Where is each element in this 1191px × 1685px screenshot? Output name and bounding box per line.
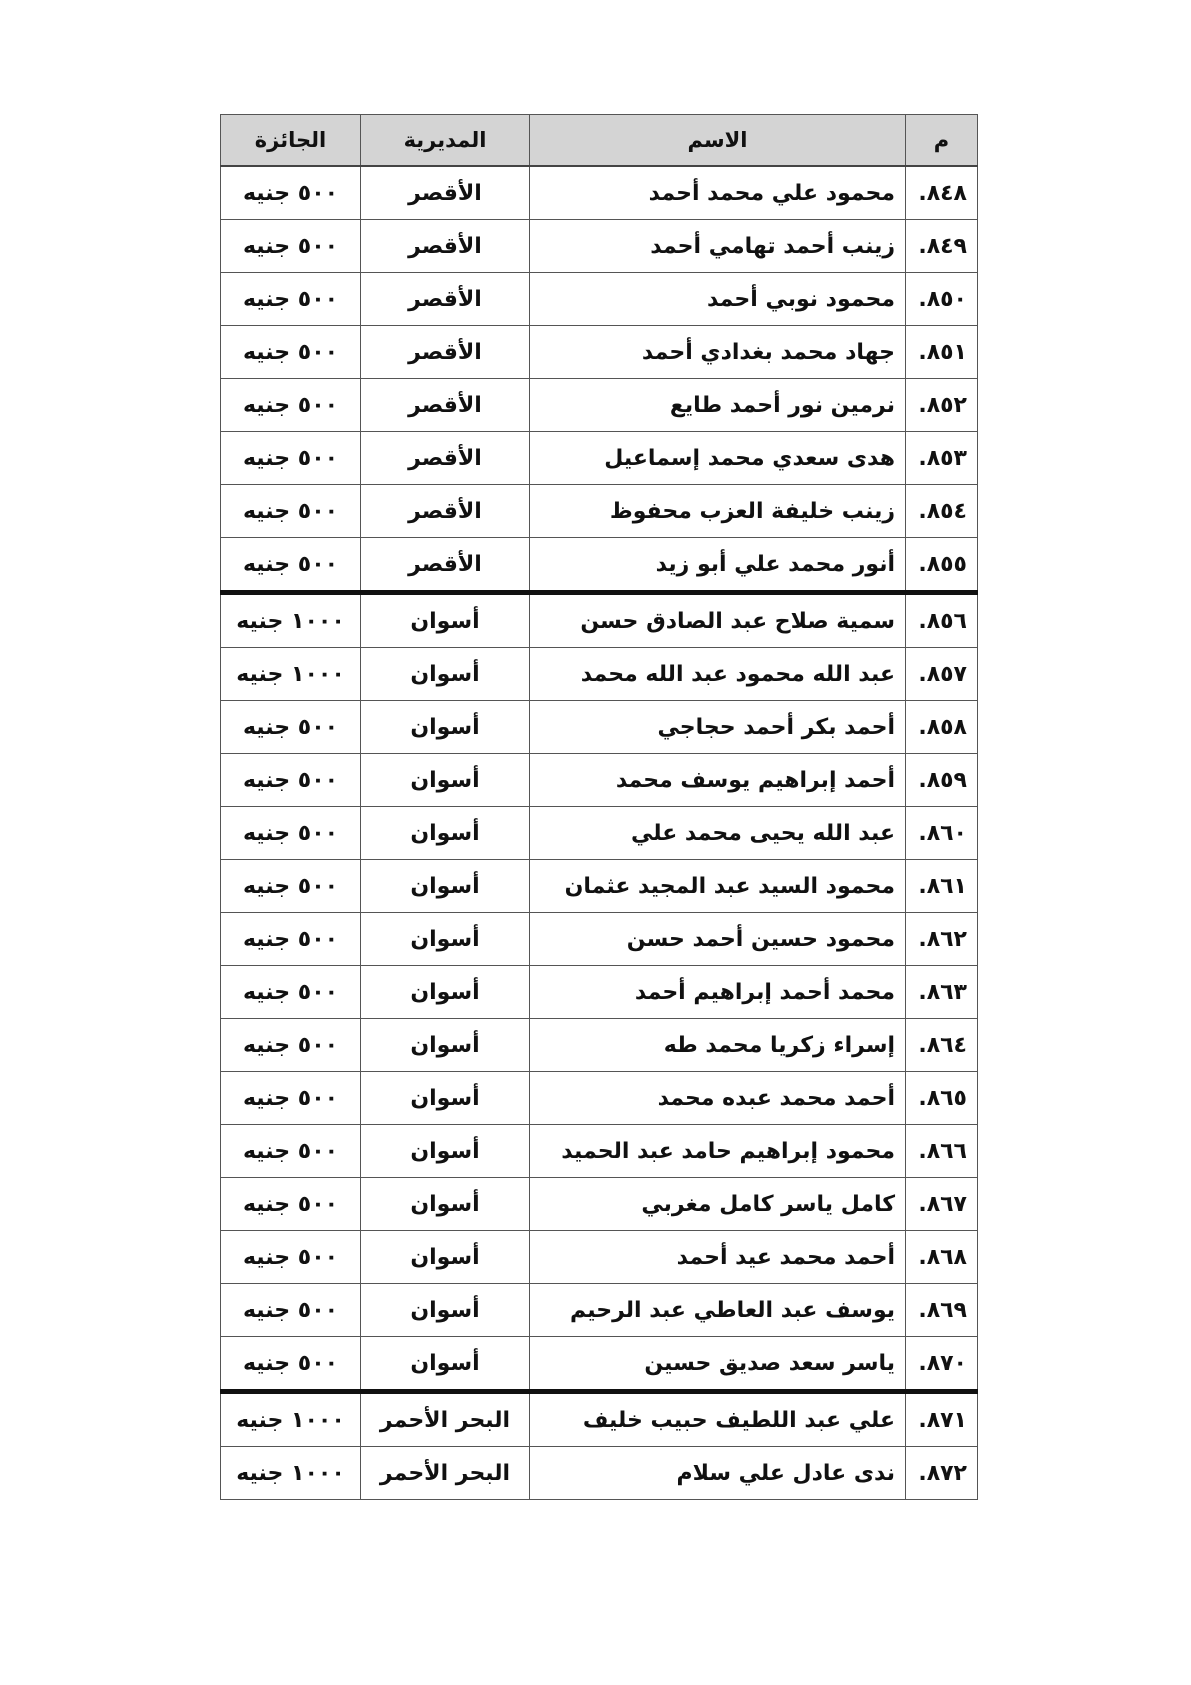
row-number: ٨٤٨. <box>906 166 978 220</box>
row-directorate: أسوان <box>361 966 530 1019</box>
row-prize: ٥٠٠ جنيه <box>221 1019 361 1072</box>
row-directorate: أسوان <box>361 1072 530 1125</box>
row-directorate: أسوان <box>361 1337 530 1392</box>
row-name: نرمين نور أحمد طايع <box>530 379 906 432</box>
row-number: ٨٦١. <box>906 860 978 913</box>
table-row <box>221 379 978 432</box>
row-directorate: البحر الأحمر <box>361 1447 530 1500</box>
row-number: ٨٦٧. <box>906 1178 978 1231</box>
awards-table <box>220 114 978 1500</box>
row-number: ٨٧١. <box>906 1392 978 1447</box>
row-name: محمود السيد عبد المجيد عثمان <box>530 860 906 913</box>
row-number: ٨٥٦. <box>906 593 978 648</box>
row-directorate: الأقصر <box>361 273 530 326</box>
row-prize: ١٠٠٠ جنيه <box>221 648 361 701</box>
row-prize: ٥٠٠ جنيه <box>221 1072 361 1125</box>
header-name: الاسم <box>530 115 906 167</box>
row-directorate: الأقصر <box>361 379 530 432</box>
table-row <box>221 648 978 701</box>
row-name: علي عبد اللطيف حبيب خليف <box>530 1392 906 1447</box>
row-prize: ٥٠٠ جنيه <box>221 913 361 966</box>
table-row <box>221 166 978 220</box>
row-name: ياسر سعد صديق حسين <box>530 1337 906 1392</box>
table-row <box>221 1125 978 1178</box>
row-directorate: أسوان <box>361 913 530 966</box>
row-prize: ٥٠٠ جنيه <box>221 326 361 379</box>
table-row <box>221 754 978 807</box>
row-number: ٨٦٣. <box>906 966 978 1019</box>
row-name: كامل ياسر كامل مغربي <box>530 1178 906 1231</box>
row-directorate: الأقصر <box>361 485 530 538</box>
table-row <box>221 1072 978 1125</box>
row-prize: ٥٠٠ جنيه <box>221 1231 361 1284</box>
row-prize: ٥٠٠ جنيه <box>221 1337 361 1392</box>
row-prize: ٥٠٠ جنيه <box>221 379 361 432</box>
table-row <box>221 1019 978 1072</box>
row-prize: ٥٠٠ جنيه <box>221 220 361 273</box>
row-prize: ٥٠٠ جنيه <box>221 860 361 913</box>
row-number: ٨٦٦. <box>906 1125 978 1178</box>
row-number: ٨٤٩. <box>906 220 978 273</box>
row-prize: ٥٠٠ جنيه <box>221 485 361 538</box>
row-number: ٨٥٣. <box>906 432 978 485</box>
row-directorate: الأقصر <box>361 538 530 593</box>
table-row <box>221 432 978 485</box>
row-number: ٨٥٧. <box>906 648 978 701</box>
row-directorate: أسوان <box>361 754 530 807</box>
table-row <box>221 485 978 538</box>
row-directorate: أسوان <box>361 1125 530 1178</box>
row-name: عبد الله يحيى محمد علي <box>530 807 906 860</box>
row-number: ٨٦٠. <box>906 807 978 860</box>
row-directorate: أسوان <box>361 860 530 913</box>
row-directorate: أسوان <box>361 1284 530 1337</box>
table-row <box>221 273 978 326</box>
row-name: محمود علي محمد أحمد <box>530 166 906 220</box>
row-prize: ١٠٠٠ جنيه <box>221 593 361 648</box>
row-directorate: الأقصر <box>361 326 530 379</box>
table-row <box>221 913 978 966</box>
row-directorate: البحر الأحمر <box>361 1392 530 1447</box>
table-row <box>221 1178 978 1231</box>
row-directorate: أسوان <box>361 1231 530 1284</box>
row-name: أحمد محمد عيد أحمد <box>530 1231 906 1284</box>
row-name: يوسف عبد العاطي عبد الرحيم <box>530 1284 906 1337</box>
row-prize: ٥٠٠ جنيه <box>221 966 361 1019</box>
row-prize: ٥٠٠ جنيه <box>221 166 361 220</box>
row-prize: ٥٠٠ جنيه <box>221 538 361 593</box>
header-prize: الجائزة <box>221 115 361 167</box>
row-name: زينب خليفة العزب محفوظ <box>530 485 906 538</box>
row-directorate: أسوان <box>361 1178 530 1231</box>
row-name: جهاد محمد بغدادي أحمد <box>530 326 906 379</box>
row-name: أحمد بكر أحمد حجاجي <box>530 701 906 754</box>
table-row <box>221 1447 978 1500</box>
row-name: محمود إبراهيم حامد عبد الحميد <box>530 1125 906 1178</box>
row-name: محمد أحمد إبراهيم أحمد <box>530 966 906 1019</box>
row-name: زينب أحمد تهامي أحمد <box>530 220 906 273</box>
row-directorate: أسوان <box>361 593 530 648</box>
table-row <box>221 538 978 593</box>
row-number: ٨٦٩. <box>906 1284 978 1337</box>
row-number: ٨٥٥. <box>906 538 978 593</box>
row-name: أحمد إبراهيم يوسف محمد <box>530 754 906 807</box>
row-directorate: الأقصر <box>361 432 530 485</box>
header-directorate: المديرية <box>361 115 530 167</box>
row-number: ٨٥٨. <box>906 701 978 754</box>
row-prize: ١٠٠٠ جنيه <box>221 1392 361 1447</box>
table-row <box>221 326 978 379</box>
table-row <box>221 860 978 913</box>
table-row <box>221 701 978 754</box>
row-directorate: أسوان <box>361 807 530 860</box>
table-row <box>221 966 978 1019</box>
row-name: سمية صلاح عبد الصادق حسن <box>530 593 906 648</box>
table-row <box>221 593 978 648</box>
row-number: ٨٦٨. <box>906 1231 978 1284</box>
table-body <box>221 166 978 1500</box>
table-row <box>221 1231 978 1284</box>
row-number: ٨٥٩. <box>906 754 978 807</box>
row-prize: ٥٠٠ جنيه <box>221 1284 361 1337</box>
row-number: ٨٧٠. <box>906 1337 978 1392</box>
row-prize: ٥٠٠ جنيه <box>221 807 361 860</box>
row-name: أحمد محمد عبده محمد <box>530 1072 906 1125</box>
row-name: محمود نوبي أحمد <box>530 273 906 326</box>
row-number: ٨٦٢. <box>906 913 978 966</box>
row-directorate: أسوان <box>361 648 530 701</box>
row-number: ٨٥٢. <box>906 379 978 432</box>
table-row <box>221 1392 978 1447</box>
row-number: ٨٥٠. <box>906 273 978 326</box>
row-number: ٨٧٢. <box>906 1447 978 1500</box>
row-number: ٨٥١. <box>906 326 978 379</box>
row-name: إسراء زكريا محمد طه <box>530 1019 906 1072</box>
table-row <box>221 220 978 273</box>
row-number: ٨٥٤. <box>906 485 978 538</box>
row-directorate: أسوان <box>361 701 530 754</box>
row-directorate: الأقصر <box>361 166 530 220</box>
row-number: ٨٦٤. <box>906 1019 978 1072</box>
row-name: أنور محمد علي أبو زيد <box>530 538 906 593</box>
row-prize: ٥٠٠ جنيه <box>221 754 361 807</box>
row-name: محمود حسين أحمد حسن <box>530 913 906 966</box>
row-name: ندى عادل علي سلام <box>530 1447 906 1500</box>
row-prize: ١٠٠٠ جنيه <box>221 1447 361 1500</box>
header-number: م <box>906 115 978 167</box>
row-directorate: أسوان <box>361 1019 530 1072</box>
row-number: ٨٦٥. <box>906 1072 978 1125</box>
header-row <box>221 115 978 167</box>
table-row <box>221 1337 978 1392</box>
table-row <box>221 807 978 860</box>
table-header <box>221 115 978 167</box>
row-prize: ٥٠٠ جنيه <box>221 432 361 485</box>
row-prize: ٥٠٠ جنيه <box>221 1125 361 1178</box>
row-prize: ٥٠٠ جنيه <box>221 701 361 754</box>
row-prize: ٥٠٠ جنيه <box>221 273 361 326</box>
row-name: عبد الله محمود عبد الله محمد <box>530 648 906 701</box>
table-row <box>221 1284 978 1337</box>
row-name: هدى سعدي محمد إسماعيل <box>530 432 906 485</box>
row-prize: ٥٠٠ جنيه <box>221 1178 361 1231</box>
row-directorate: الأقصر <box>361 220 530 273</box>
